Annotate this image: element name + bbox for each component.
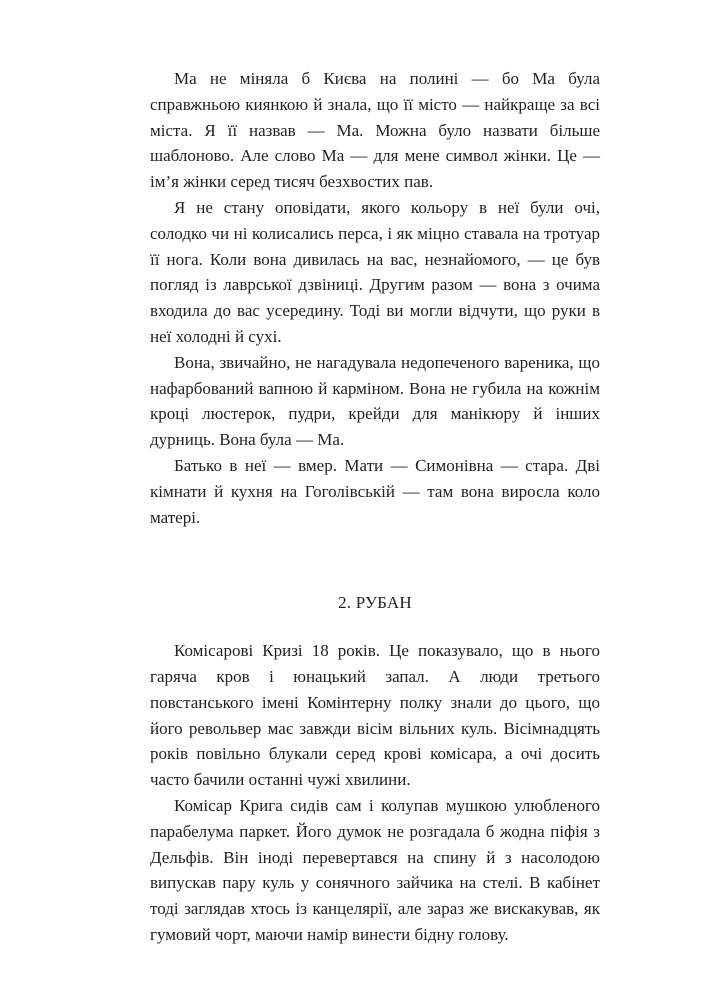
chapter-2-text (150, 638, 600, 948)
paragraph: Комісар Крига сидів сам і колупав мушкою улюбленого парабелума паркет. Його думок не розгадала б жодна піфія з Дельфів. Він іноді перевертався на спину й з насолодою випускав пару куль у сонячного зайчика на стелі. В кабінет тоді заглядав хтось із канцелярії, але зараз же вискакував, як гумовий чорт, маючи намір винести бідну голову. (150, 795, 600, 944)
paragraph: Комісарові Кризі 18 років. Це показувало, що в нього гаряча кров і юнацький запал. А люди третього повстанського імені Комінтерну полку знали до цього, що його револьвер має завжди вісім вільних куль. Вісімнадцять років повільно блукали серед крові комісара, а очі досить часто бачили останні чужі хвилини. (150, 641, 600, 790)
book-page (150, 66, 600, 948)
paragraph: Ма не міняла б Києва на полині — бо Ма була справжньою киянкою й знала, що її місто — найкраще за всі міста. Я її назвав — Ма. Можна було назвати більше шаблоново. Але слово Ма — для мене символ жінки. Це — ім’я жінки серед тисяч безхвостих пав. (150, 69, 600, 192)
chapter-1-text (150, 66, 600, 530)
paragraph: Я не стану оповідати, якого кольору в неї були очі, солодко чи ні колисались перса, і як міцно ставала на тротуар її нога. Коли вона дивилась на вас, незнайомого, — це був погляд із лаврської дзвіниці. Другим разом — вона з очима входила до вас усередину. Тоді ви могли відчути, що руки в неї холодні й сухі. (150, 197, 600, 346)
paragraph: Батько в неї — вмер. Мати — Симонівна — стара. Дві кімнати й кухня на Гоголівській — там вона виросла коло матері. (150, 455, 600, 527)
paragraph: Вона, звичайно, не нагадувала недопеченого вареника, що нафарбований вапною й карміном. Вона не губила на кожнім кроці люстерок, пудри, крейди для манікюру й інших дурниць. Вона була — Ма. (150, 352, 600, 450)
chapter-heading: 2. РУБАН (338, 593, 412, 613)
